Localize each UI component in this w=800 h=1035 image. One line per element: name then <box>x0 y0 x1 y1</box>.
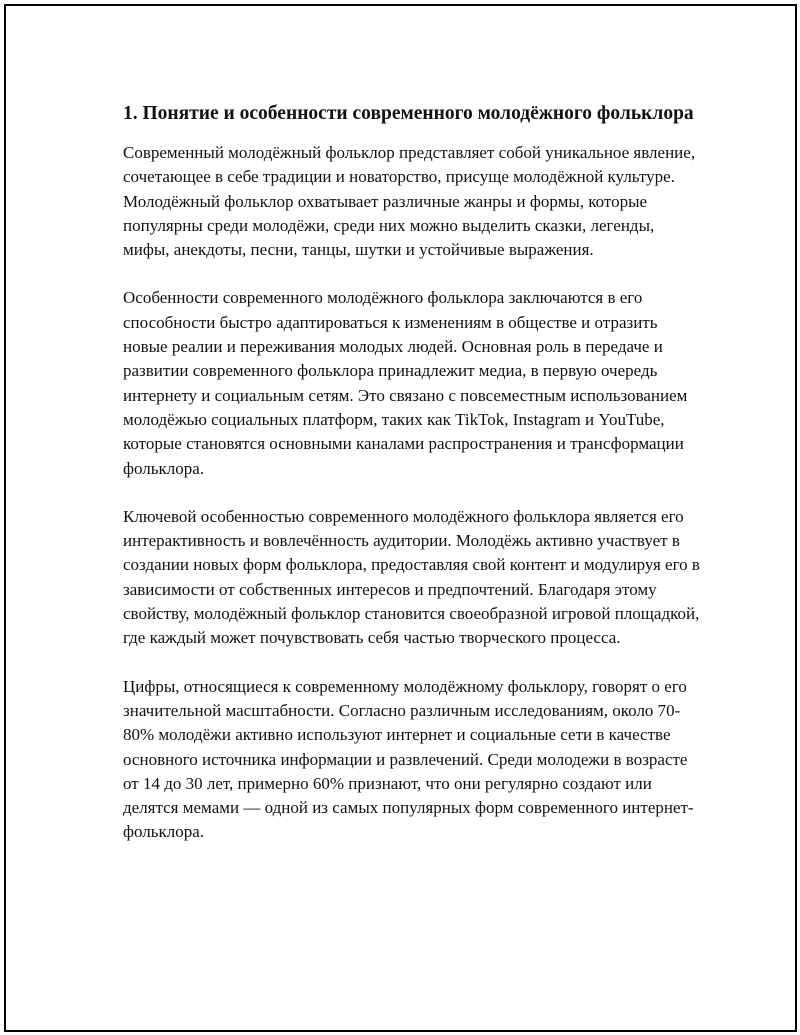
paragraph-2: Особенности современного молодёжного фольклора заключаются в его способности быстро адаптироваться к изменениям в обществе и отразить новые реалии и переживания молодых людей. Основная роль в передаче и развитии современного фольклора принадлежит медиа, в первую очередь интернету и социальным сетям. Это связано с повсеместным использованием молодёжью социальных платформ, таких как TikTok, Instagram и YouTube, которые становятся основными каналами распространения и трансформации фольклора. <box>123 288 688 478</box>
paragraph-4: Цифры, относящиеся к современному молодёжному фольклору, говорят о его значительной масштабности. Согласно различным исследованиям, около 70-80% молодёжи активно используют интернет и социальные сети в качестве основного источника информации и развлечений. Среди молодежи в возрасте от 14 до 30 лет, примерно 60% признают, что они регулярно создают или делятся мемами — одной из самых популярных форм современного интернет-фольклора. <box>123 676 694 842</box>
paragraph-1: Современный молодёжный фольклор представляет собой уникальное явление, сочетающее в себе традиции и новаторство, присуще молодёжной культуре. Молодёжный фольклор охватывает различные жанры и формы, которые популярны среди молодёжи, среди них можно выделить сказки, легенды, мифы, анекдоты, песни, танцы, шутки и устойчивые выражения. <box>123 143 696 260</box>
section-heading: 1. Понятие и особенности современного молодёжного фольклора <box>123 103 694 124</box>
document-body <box>123 100 703 869</box>
paragraph-3: Ключевой особенностью современного молодёжного фольклора является его интерактивность и вовлечённость аудитории. Молодёжь активно участвует в создании новых форм фольклора, предоставляя свой контент и модулируя его в зависимости от собственных интересов и предпочтений. Благодаря этому свойству, молодёжный фольклор становится своеобразной игровой площадкой, где каждый может почувствовать себя частью творческого процесса. <box>123 506 700 648</box>
page-frame <box>4 4 797 1032</box>
